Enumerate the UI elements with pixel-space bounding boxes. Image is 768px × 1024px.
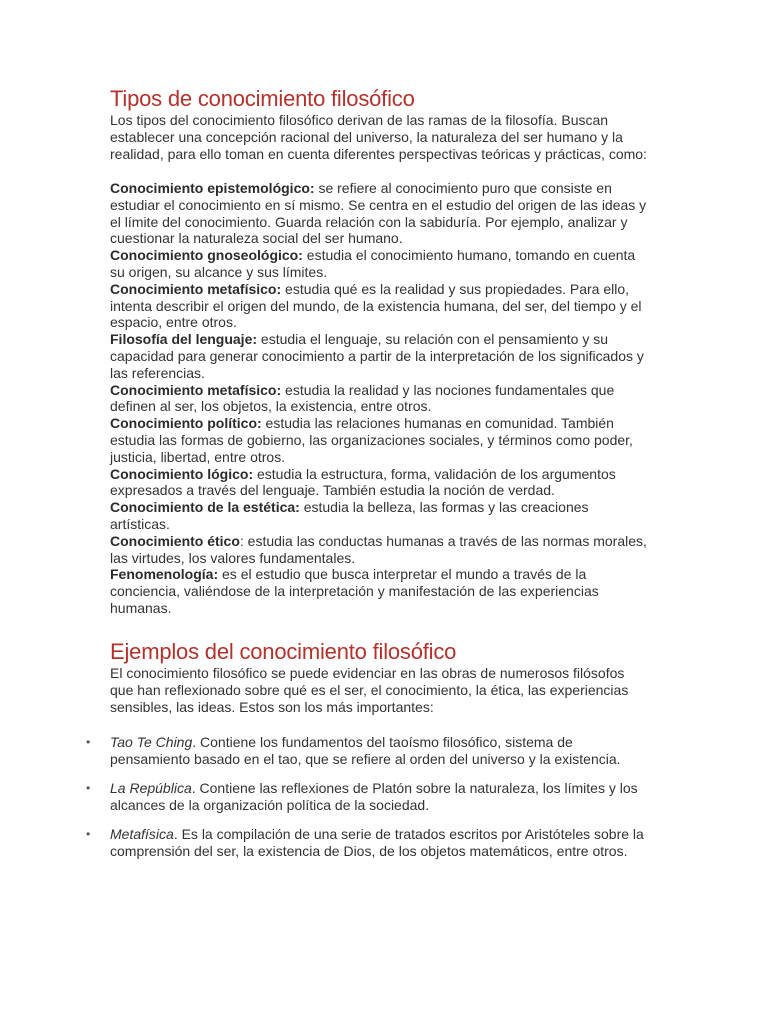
definition-term: Conocimiento metafísico:	[110, 280, 282, 297]
definition-item	[110, 566, 650, 616]
work-description: . Es la compilación de una serie de tratados escritos por Aristóteles sobre la comprensión del ser, la existencia de Dios, de los objetos matemáticos, entre otros.	[110, 825, 644, 859]
definition-item	[110, 415, 650, 465]
definition-text: estudia la belleza, las formas y las creaciones artísticas.	[110, 499, 589, 532]
list-item	[86, 825, 650, 860]
work-description: . Contiene los fundamentos del taoísmo filosófico, sistema de pensamiento basado en el tao, que se refiere al orden del universo y la existencia.	[110, 733, 621, 767]
bullet-icon: •	[86, 826, 91, 841]
work-title: La República	[110, 779, 192, 796]
section-title-ejemplos: Ejemplos del conocimiento filosófico	[110, 638, 457, 664]
definition-term: Conocimiento epistemológico:	[110, 180, 315, 196]
list-item	[86, 779, 650, 814]
definition-item	[110, 281, 650, 331]
definition-item	[110, 247, 650, 281]
definition-item	[110, 533, 650, 567]
section-ejemplos	[86, 638, 650, 860]
bullet-icon: •	[86, 780, 91, 795]
section-title-tipos: Tipos de conocimiento filosófico	[110, 86, 415, 111]
definition-term: Filosofía del lenguaje:	[110, 331, 258, 348]
definitions-list	[110, 180, 650, 617]
definition-text: estudia la realidad y las nociones fundamentales que definen al ser, los objetos, la existencia, entre otros.	[110, 381, 615, 415]
definition-text: estudia qué es la realidad y sus propiedades. Para ello, intenta describir el origen del mundo, de la existencia humana, del ser, del tiempo y el espacio, entre otros.	[110, 280, 642, 331]
work-title: Tao Te Ching	[110, 733, 193, 750]
definition-text: estudia las relaciones humanas en comunidad. También estudia las formas de gobierno, las organizaciones sociales, y términos como poder, justicia, libertad, entre otros.	[110, 415, 633, 465]
work-description: . Contiene las reflexiones de Platón sobre la naturaleza, los límites y los alcances de la organización política de la sociedad.	[110, 779, 638, 813]
definition-term: Conocimiento gnoseológico:	[110, 247, 303, 264]
definition-term: Conocimiento metafísico:	[110, 381, 282, 398]
definition-text: : estudia las conductas humanas a través de las normas morales, las virtudes, los valores fundamentales.	[110, 532, 647, 566]
definition-term: Conocimiento de la estética:	[110, 499, 300, 516]
definition-term: Fenomenología:	[110, 566, 219, 583]
definition-text: estudia el conocimiento humano, tomando en cuenta su origen, su alcance y sus límites.	[110, 247, 636, 280]
definition-item	[110, 180, 650, 247]
definition-term: Conocimiento ético	[110, 532, 240, 549]
examples-list	[86, 733, 650, 860]
section-intro-tipos: Los tipos del conocimiento filosófico derivan de las ramas de la filosofía. Buscan establecer una concepción racional del universo, la naturaleza del ser humano y la realidad, para ello toman en cuenta diferentes perspectivas teóricas y prácticas, como:	[110, 112, 647, 162]
definition-item	[110, 499, 650, 533]
definition-item	[110, 331, 650, 381]
work-title: Metafísica	[110, 825, 174, 842]
definition-text: estudia el lenguaje, su relación con el pensamiento y su capacidad para generar conocimiento a partir de la interpretación de los significados y las referencias.	[110, 331, 644, 381]
definition-text: es el estudio que busca interpretar el mundo a través de la conciencia, valiéndose de la interpretación y manifestación de las experiencias humanas.	[110, 566, 599, 616]
definition-item	[110, 382, 650, 416]
definition-text: estudia la estructura, forma, validación de los argumentos expresados a través del lenguaje. También estudia la noción de verdad.	[110, 465, 616, 499]
list-item	[86, 733, 650, 768]
definition-term: Conocimiento político:	[110, 415, 262, 432]
definition-item	[110, 466, 650, 500]
definition-text: se refiere al conocimiento puro que consiste en estudiar el conocimiento en sí mismo. Se centra en el estudio del origen de las ideas y el límite del conocimiento. Guarda relación con la sabiduría. Por ejemplo, analizar y cuestionar la naturaleza social del ser humano.	[110, 180, 647, 247]
definition-term: Conocimiento lógico:	[110, 465, 254, 482]
bullet-icon: •	[86, 734, 91, 749]
section-intro-ejemplos: El conocimiento filosófico se puede evidenciar en las obras de numerosos filósofos que han reflexionado sobre qué es el ser, el conocimiento, la ética, las experiencias sensibles, las ideas. Estos son los más importantes:	[110, 664, 629, 715]
